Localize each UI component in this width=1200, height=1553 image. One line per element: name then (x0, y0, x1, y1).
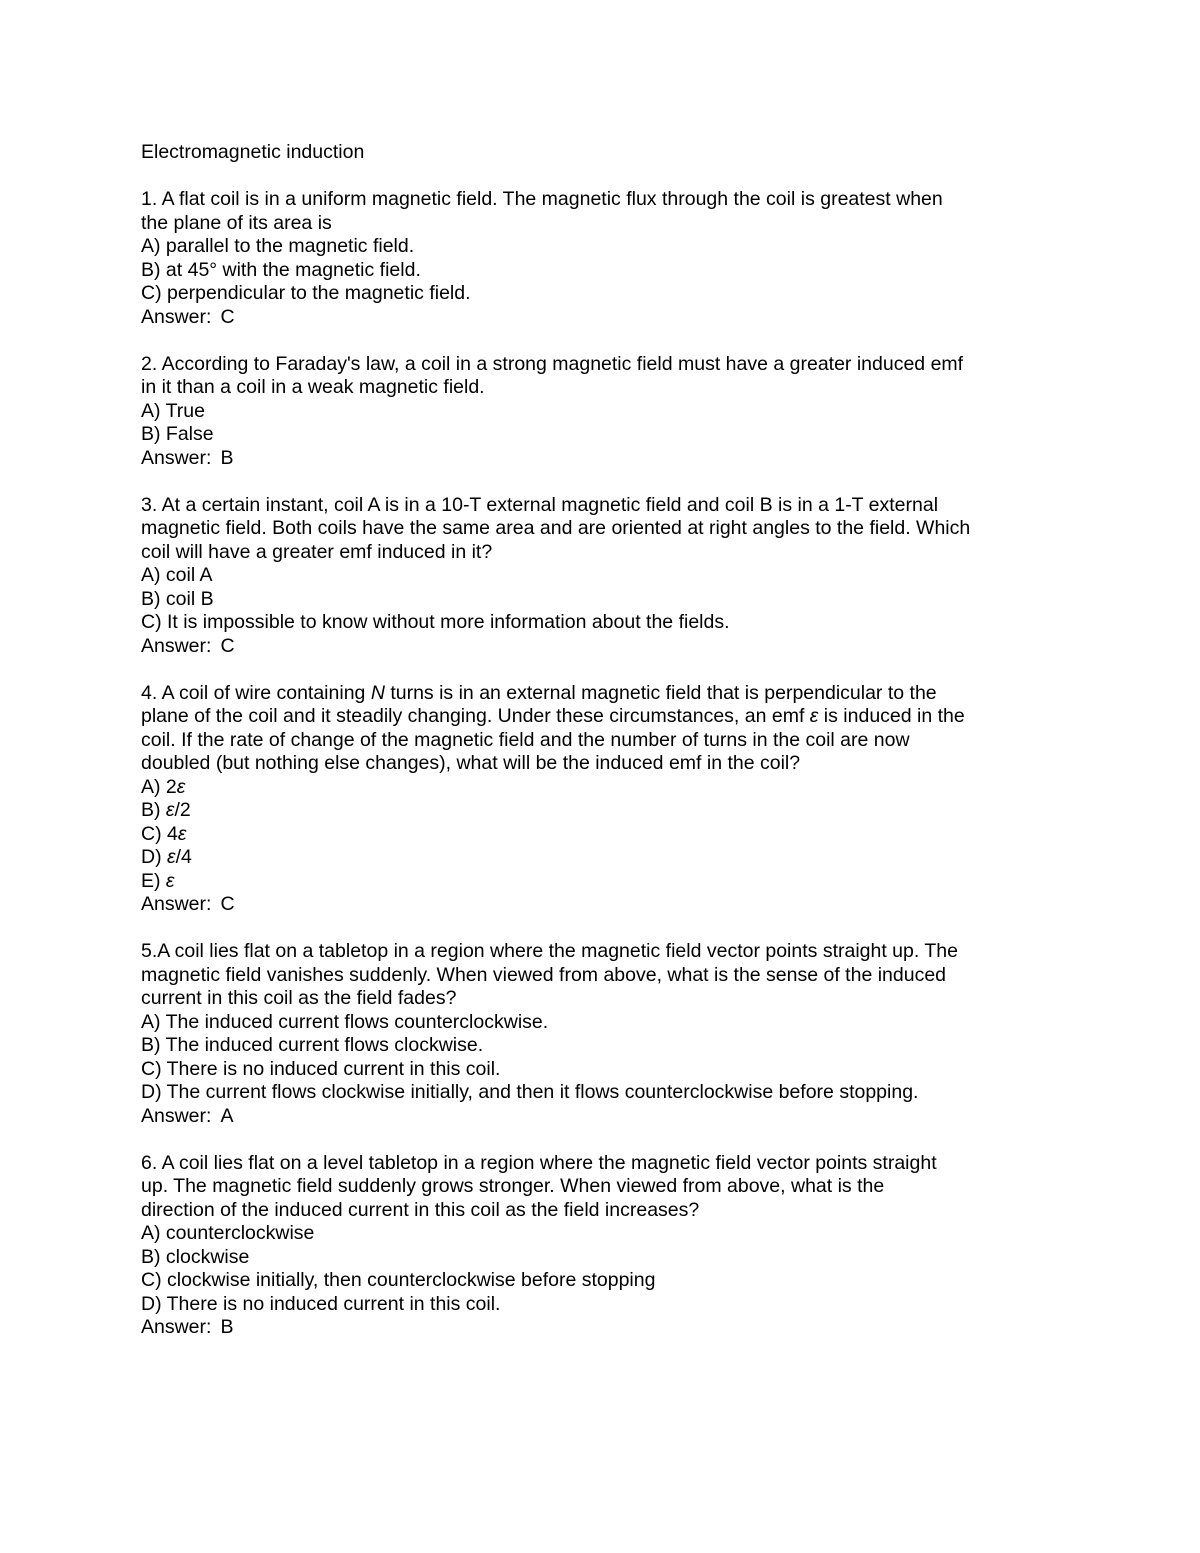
answer-value: B (220, 446, 234, 469)
question-5 (141, 940, 1071, 1128)
question-6 (141, 1152, 1071, 1340)
answer-line (141, 1316, 1071, 1340)
question-text-line: current in this coil as the field fades? (141, 987, 457, 1009)
option-label: E) (141, 869, 166, 892)
answer-value: C (220, 305, 235, 328)
question-1 (141, 188, 1071, 329)
text-segment: turns is in an external magnetic field that is perpendicular to the (384, 681, 937, 704)
answer-option: B) False (141, 423, 214, 445)
answer-option: A) True (141, 399, 205, 422)
text-segment: 4. A coil of wire containing (141, 681, 371, 704)
answer-label: Answer: (141, 305, 212, 328)
option-label: A) (141, 775, 166, 798)
variable-emf: ε (177, 822, 187, 845)
text-segment: is induced in the (818, 705, 965, 727)
question-2 (141, 353, 1071, 471)
question-4 (141, 682, 1071, 917)
answer-label: Answer: (141, 1316, 212, 1338)
question-text-line: 6. A coil lies flat on a level tabletop in a region where the magnetic field vector points straight (141, 1151, 937, 1174)
question-3 (141, 494, 1071, 659)
document-title: Electromagnetic induction (141, 141, 365, 163)
answer-option: B) clockwise (141, 1245, 250, 1268)
answer-option: D) There is no induced current in this coil. (141, 1292, 501, 1315)
answer-option (141, 846, 1071, 870)
question-text-line: direction of the induced current in this coil as the field increases? (141, 1198, 700, 1221)
answer-label: Answer: (141, 634, 212, 657)
answer-line (141, 1105, 1071, 1129)
option-label: D) (141, 846, 167, 868)
answer-option (141, 870, 1071, 894)
answer-option: C) perpendicular to the magnetic field. (141, 282, 471, 304)
answer-line (141, 893, 1071, 917)
question-text-line: magnetic field. Both coils have the same area and are oriented at right angles to the field. Which (141, 517, 971, 539)
answer-option: B) The induced current flows clockwise. (141, 1034, 484, 1056)
variable-emf: ε (165, 799, 175, 821)
question-text-line: 1. A flat coil is in a uniform magnetic field. The magnetic flux through the coil is greatest when (141, 188, 943, 210)
question-text-line: doubled (but nothing else changes), what will be the induced emf in the coil? (141, 752, 801, 774)
answer-option (141, 799, 1071, 823)
question-text-line: magnetic field vanishes suddenly. When viewed from above, what is the sense of the induced (141, 963, 947, 986)
option-label: C) (141, 822, 167, 845)
answer-label: Answer: (141, 1104, 212, 1127)
answer-line (141, 635, 1071, 659)
question-text-line: 2. According to Faraday's law, a coil in a strong magnetic field must have a greater induced emf (141, 352, 964, 375)
question-text-line (141, 705, 1071, 729)
question-text-line (141, 682, 1071, 706)
answer-option (141, 823, 1071, 847)
answer-line (141, 306, 1071, 330)
question-text-line: in it than a coil in a weak magnetic field. (141, 376, 485, 398)
answer-label: Answer: (141, 446, 212, 469)
answer-option: A) The induced current flows counterclockwise. (141, 1010, 549, 1033)
option-prefix: 2 (165, 775, 177, 798)
question-text-line: coil. If the rate of change of the magnetic field and the number of turns in the coil are now (141, 728, 910, 751)
question-text-line: the plane of its area is (141, 211, 332, 234)
answer-option: C) There is no induced current in this coil. (141, 1057, 501, 1080)
question-text-line: coil will have a greater emf induced in it? (141, 540, 493, 563)
option-suffix: /2 (174, 799, 191, 821)
answer-line (141, 447, 1071, 471)
variable-emf: ε (165, 869, 175, 892)
answer-value: B (220, 1316, 234, 1338)
variable-emf: ε (176, 775, 186, 798)
answer-label: Answer: (141, 893, 212, 915)
answer-value: C (220, 893, 235, 915)
question-text-line: 5.A coil lies flat on a tabletop in a region where the magnetic field vector points straight up. The (141, 940, 958, 962)
variable-emf: ε (167, 846, 176, 868)
option-label: B) (141, 799, 166, 821)
text-segment: plane of the coil and it steadily changing. Under these circumstances, an emf (141, 705, 810, 727)
question-text-line: 3. At a certain instant, coil A is in a 10-T external magnetic field and coil B is in a 1-T external (141, 493, 939, 516)
answer-option: B) at 45° with the magnetic field. (141, 258, 421, 281)
answer-option: A) parallel to the magnetic field. (141, 235, 415, 257)
answer-value: C (220, 634, 235, 657)
answer-value: A (220, 1104, 234, 1127)
variable-emf: ε (809, 705, 819, 727)
question-text-line: up. The magnetic field suddenly grows stronger. When viewed from above, what is the (141, 1175, 885, 1197)
option-prefix: 4 (167, 822, 178, 845)
answer-option: A) counterclockwise (141, 1222, 315, 1244)
answer-option: C) It is impossible to know without more information about the fields. (141, 611, 730, 633)
answer-option: D) The current flows clockwise initially, and then it flows counterclockwise before stopping. (141, 1081, 919, 1103)
answer-option: C) clockwise initially, then counterclockwise before stopping (141, 1269, 656, 1291)
answer-option: B) coil B (141, 587, 214, 610)
answer-option: A) coil A (141, 564, 213, 586)
variable-n: N (370, 681, 385, 704)
option-suffix: /4 (175, 846, 192, 868)
document-page (141, 141, 1071, 1363)
answer-option (141, 776, 1071, 800)
